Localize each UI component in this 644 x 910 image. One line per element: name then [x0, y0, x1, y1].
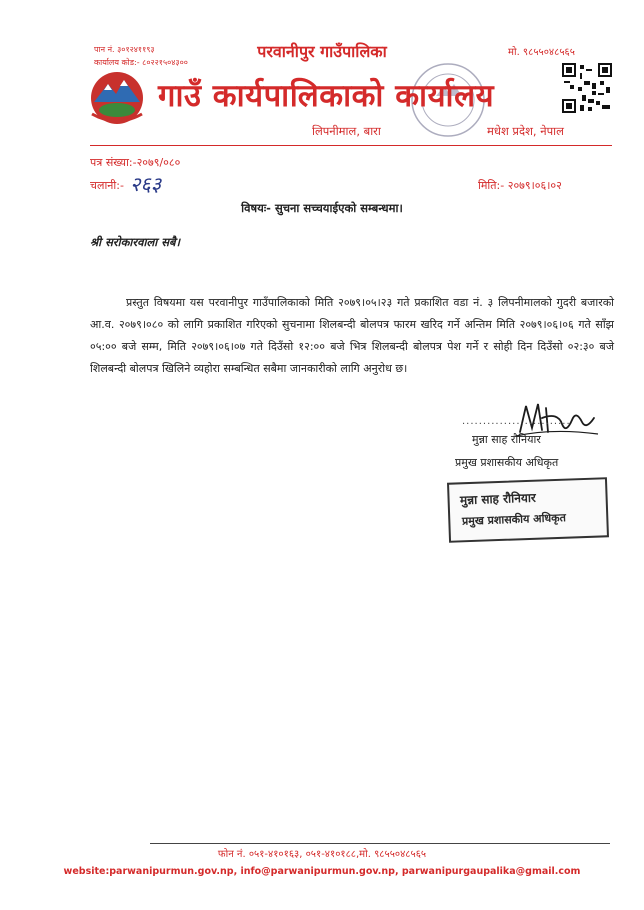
header-divider — [90, 145, 612, 146]
footer-divider — [150, 843, 610, 844]
qr-code-icon — [562, 63, 612, 113]
stamp-name: मुन्ना साह रौनियार — [459, 490, 537, 508]
addressee: श्री सरोकारवाला सबै। — [90, 235, 180, 249]
letter-body: प्रस्तुत विषयमा यस परवानीपुर गाउँपालिकाको मिति २०७९।०५।२३ गते प्रकाशित वडा नं. ३ लिपनीमालको गुदरी बजारको आ.व. २०७९।०८० को लागि प्रकाशित गरिएको सुचनामा शिलबन्दी बोलपत्र फारम खरिद गर्ने अन्तिम मिति २०७९।०६।०६ गते साँझ ०५:०० बजे सम्म, मिति २०७९।०६।०७ गते दिउँसो १२:०० बजे भित्र शिलबन्दी बोलपत्र पेश गर्ने र सोही दिन दिउँसो ०२:३० बजे शिलबन्दी बोलपत्र खिलिने व्यहोरा सम्बन्धित सबैमा जानकारीको लागि अनुरोध छ। — [90, 296, 614, 375]
chalani-number: २६३ — [130, 172, 162, 196]
official-stamp — [447, 477, 609, 543]
office-province: मधेश प्रदेश, नेपाल — [487, 124, 564, 138]
patra-sankhya: पत्र संख्या:-२०७९/०८० — [90, 156, 181, 169]
office-location: लिपनीमाल, बारा — [312, 124, 381, 138]
letter-date: मिति:- २०७९।०६।०२ — [478, 179, 562, 192]
office-code: कार्यालय कोड:- ८०२२१५०४३०० — [94, 58, 188, 67]
header-phone: मो. ९८५५०४८५६५ — [508, 47, 575, 58]
footer-website: website:parwanipurmun.gov.np, info@parwanipurmun.gov.np, parwanipurgaupalika@gmail.com — [63, 866, 581, 877]
office-title: गाउँ कार्यपालिकाको कार्यालय — [158, 78, 495, 114]
subject-line: विषयः- सुचना सच्चयाईएको सम्बन्धमा। — [241, 201, 403, 215]
signature-line: .......................... — [462, 416, 571, 427]
palika-name: परवानीपुर गाउँपालिका — [257, 42, 387, 61]
pan-number: पान नं. ३०१२४११९३ — [94, 45, 155, 54]
signer-title: प्रमुख प्रशासकीय अधिकृत — [455, 456, 559, 469]
stamp-title: प्रमुख प्रशासकीय अधिकृत — [461, 511, 567, 528]
signer-name: मुन्ना साह रौनियार — [472, 433, 541, 446]
footer-phone: फोन नं. ०५१-४१०१६३, ०५१-४१०१८८,मो. ९८५५०४८५६५ — [217, 849, 427, 860]
nepal-emblem-icon — [86, 68, 148, 126]
chalani-label: चलानी:- — [90, 179, 124, 192]
